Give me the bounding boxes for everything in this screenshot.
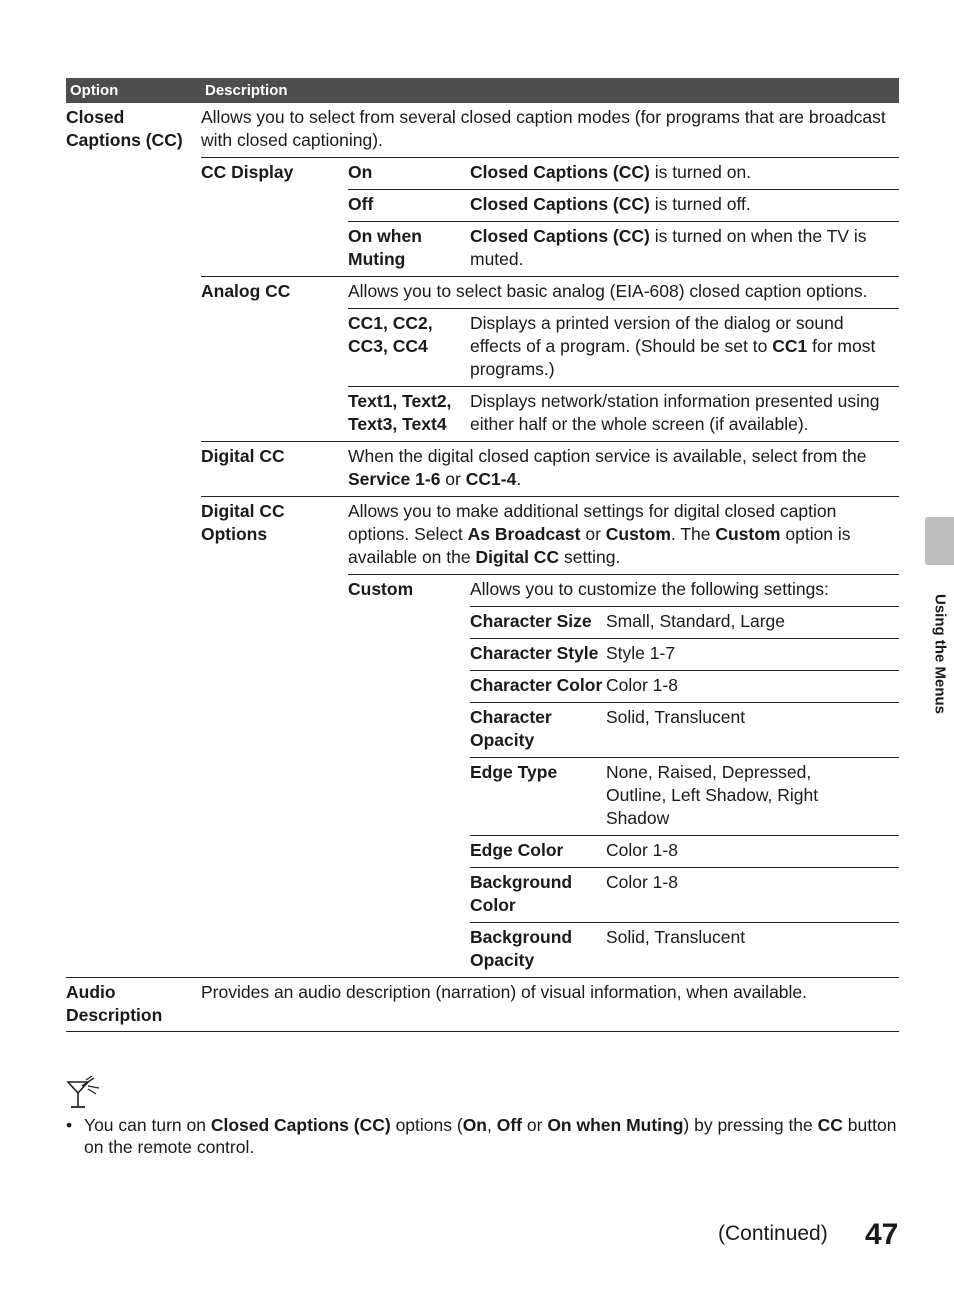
option-closed-captions: Closed Captions (CC)	[66, 107, 183, 150]
setting-value: Color 1-8	[606, 872, 678, 892]
table-row-closed-captions	[66, 103, 899, 978]
setting-name: Background Opacity	[470, 927, 573, 970]
list-item	[470, 867, 899, 922]
setting-value: Color 1-8	[606, 675, 678, 695]
bullet-dot: •	[66, 1115, 73, 1135]
table-header	[66, 78, 899, 103]
list-item	[348, 158, 899, 189]
list-item	[470, 835, 899, 867]
side-section-label: Using the Menus	[931, 593, 949, 715]
custom-label: Custom	[348, 579, 414, 599]
custom-values	[470, 575, 899, 977]
cc-display-on-when-muting: On when Muting	[348, 226, 422, 269]
page-number: 47	[865, 1218, 899, 1251]
custom-intro: Allows you to customize the following settings:	[470, 579, 829, 599]
digital-cc-options-label: Digital CC Options	[201, 501, 285, 544]
cc-display-on: On	[348, 162, 373, 182]
analog-cc-row	[201, 276, 899, 441]
analog-cc-label: Analog CC	[201, 281, 291, 301]
continued-label: (Continued)	[718, 1222, 828, 1245]
cc-display-off-text: Closed Captions (CC) is turned off.	[470, 194, 751, 214]
list-item	[348, 386, 899, 441]
custom-row	[348, 574, 899, 977]
text1-text4-text: Displays network/station information presented using either half or the whole screen (if available).	[470, 391, 880, 434]
closed-captions-intro: Allows you to select from several closed caption modes (for programs that are broadcast with closed captioning).	[201, 107, 886, 150]
list-item	[470, 702, 899, 757]
cc-display-on-text: Closed Captions (CC) is turned on.	[470, 162, 752, 182]
list-item	[470, 606, 899, 638]
list-item	[348, 189, 899, 221]
setting-value: None, Raised, Depressed, Outline, Left Shadow, Right Shadow	[606, 762, 819, 828]
list-item	[470, 922, 899, 977]
setting-value: Color 1-8	[606, 840, 678, 860]
text1-text4-label: Text1, Text2, Text3, Text4	[348, 391, 452, 434]
setting-value: Solid, Translucent	[606, 927, 746, 947]
digital-cc-text: When the digital closed caption service is available, select from the Service 1-6 or CC1-4.	[348, 446, 867, 489]
setting-name: Edge Type	[470, 762, 558, 782]
digital-cc-options-intro: Allows you to make additional settings for digital closed caption options. Select As Broadcast or Custom. The Custom option is available on the Digital CC setting.	[348, 501, 851, 567]
digital-cc-label: Digital CC	[201, 446, 285, 466]
list-item	[470, 670, 899, 702]
list-item	[348, 308, 899, 386]
cc-display-muting-text: Closed Captions (CC) is turned on when the TV is muted.	[470, 226, 867, 269]
setting-name: Character Opacity	[470, 707, 552, 750]
digital-cc-options-values	[348, 497, 899, 977]
tip-icon	[66, 1076, 102, 1115]
tip-bullet: • You can turn on Closed Captions (CC) options (On, Off or On when Muting) by pressing the CC button on the remote control.	[66, 1115, 897, 1157]
setting-name: Character Style	[470, 643, 599, 663]
setting-name: Background Color	[470, 872, 573, 915]
table-row-audio-description	[66, 978, 899, 1032]
setting-name: Edge Color	[470, 840, 564, 860]
cc-display-label: CC Display	[201, 162, 294, 182]
header-description: Description	[205, 82, 288, 99]
setting-value: Small, Standard, Large	[606, 611, 785, 631]
cc1-cc4-text: Displays a printed version of the dialog or sound effects of a program. (Should be set to CC1 for most programs.)	[470, 313, 876, 379]
section-tab	[925, 517, 954, 565]
cc-display-values	[348, 158, 899, 276]
analog-cc-values	[348, 277, 899, 441]
setting-name: Character Size	[470, 611, 592, 631]
header-option: Option	[70, 82, 119, 99]
setting-name: Character Color	[470, 675, 603, 695]
audio-description-text: Provides an audio description (narration) of visual information, when available.	[201, 982, 808, 1002]
list-item	[470, 638, 899, 670]
cc-display-row	[201, 157, 899, 276]
digital-cc-options-row	[201, 496, 899, 977]
cc-display-off: Off	[348, 194, 374, 214]
setting-value: Style 1-7	[606, 643, 676, 663]
setting-value: Solid, Translucent	[606, 707, 746, 727]
list-item	[470, 757, 899, 835]
digital-cc-row	[201, 441, 899, 496]
cc1-cc4-label: CC1, CC2, CC3, CC4	[348, 313, 433, 356]
list-item	[348, 221, 899, 276]
closed-captions-description	[201, 103, 899, 977]
options-table	[66, 78, 899, 1032]
analog-cc-intro: Allows you to select basic analog (EIA-608) closed caption options.	[348, 281, 868, 301]
option-audio-description: Audio Description	[66, 982, 163, 1025]
